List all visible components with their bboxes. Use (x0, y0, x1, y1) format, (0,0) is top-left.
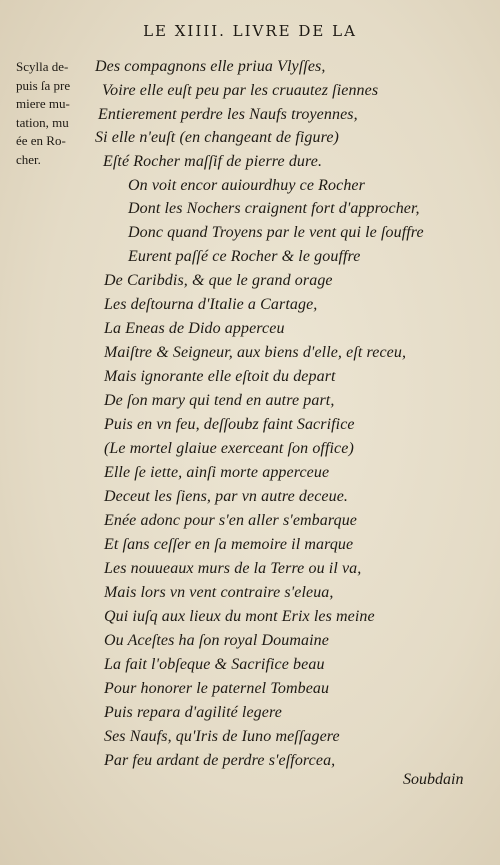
verse-line: Si elle n'euſt (en changeant de figure) (95, 129, 339, 146)
margin-note-line: puis ſa pre (16, 77, 71, 93)
verse-line: Eſté Rocher maſſif de pierre dure. (103, 153, 323, 170)
verse-line: Entierement perdre les Naufs troyennes, (98, 106, 358, 123)
verse-line: Ou Aceſtes ha ſon royal Doumaine (104, 632, 329, 649)
verse-line: Maiſtre & Seigneur, aux biens d'elle, eſt receu, (104, 344, 407, 361)
verse-line: Qui iuſq aux lieux du mont Erix les meine (104, 608, 375, 625)
verse-line: Mais ignorante elle eſtoit du depart (104, 368, 336, 385)
verse-line: Puis en vn feu, deſſoubz faint Sacrifice (104, 416, 355, 433)
verse-line: Voire elle euſt peu par les cruautez ſiennes (102, 82, 379, 99)
verse-line: La Eneas de Dido apperceu (104, 320, 285, 337)
verse-line: Des compagnons elle priua Vlyſſes, (95, 58, 326, 75)
running-head: LE XIIII. LIVRE DE LA (143, 22, 357, 40)
verse-line: Mais lors vn vent contraire s'eleua, (104, 584, 334, 601)
margin-note-line: tation, mu (16, 114, 69, 130)
verse-line: De ſon mary qui tend en autre part, (104, 392, 335, 409)
verse-line: Par feu ardant de perdre s'eſforcea, (104, 752, 336, 769)
catchword: Soubdain (403, 771, 464, 788)
verse-line: Et ſans ceſſer en ſa memoire il marque (104, 536, 354, 553)
verse-line: Dont les Nochers craignent fort d'approcher, (128, 200, 420, 217)
verse-line: Donc quand Troyens par le vent qui le ſouffre (128, 224, 424, 241)
verse-line: On voit encor auiourdhuy ce Rocher (128, 177, 365, 194)
margin-note-line: ée en Ro- (16, 133, 66, 148)
verse-line: (Le mortel glaiue exerceant ſon office) (104, 440, 354, 457)
verse-line: Ses Naufs, qu'Iris de Iuno meſſagere (104, 728, 340, 745)
verse-line: Eurent paſſé ce Rocher & le gouffre (128, 248, 361, 265)
verse-line: Elle ſe iette, ainſi morte apperceue (104, 464, 330, 481)
margin-note-line: miere mu- (16, 96, 70, 111)
verse-line: Deceut les ſiens, par vn autre deceue. (104, 488, 349, 505)
verse-line: Les nouueaux murs de la Terre ou il va, (104, 560, 362, 577)
margin-note (16, 58, 106, 169)
verse-line: Enée adonc pour s'en aller s'embarque (104, 512, 358, 529)
verse-line: La fait l'obſeque & Sacrifice beau (104, 656, 325, 673)
verse-line: Pour honorer le paternel Tombeau (104, 680, 330, 697)
margin-note-line: cher. (16, 151, 41, 167)
verse-line: De Caribdis, & que le grand orage (104, 272, 333, 289)
margin-note-line: Scylla de- (16, 59, 69, 74)
verse-line: Les deſtourna d'Italie a Cartage, (104, 296, 318, 313)
verse-line: Puis repara d'agilité legere (104, 704, 282, 721)
